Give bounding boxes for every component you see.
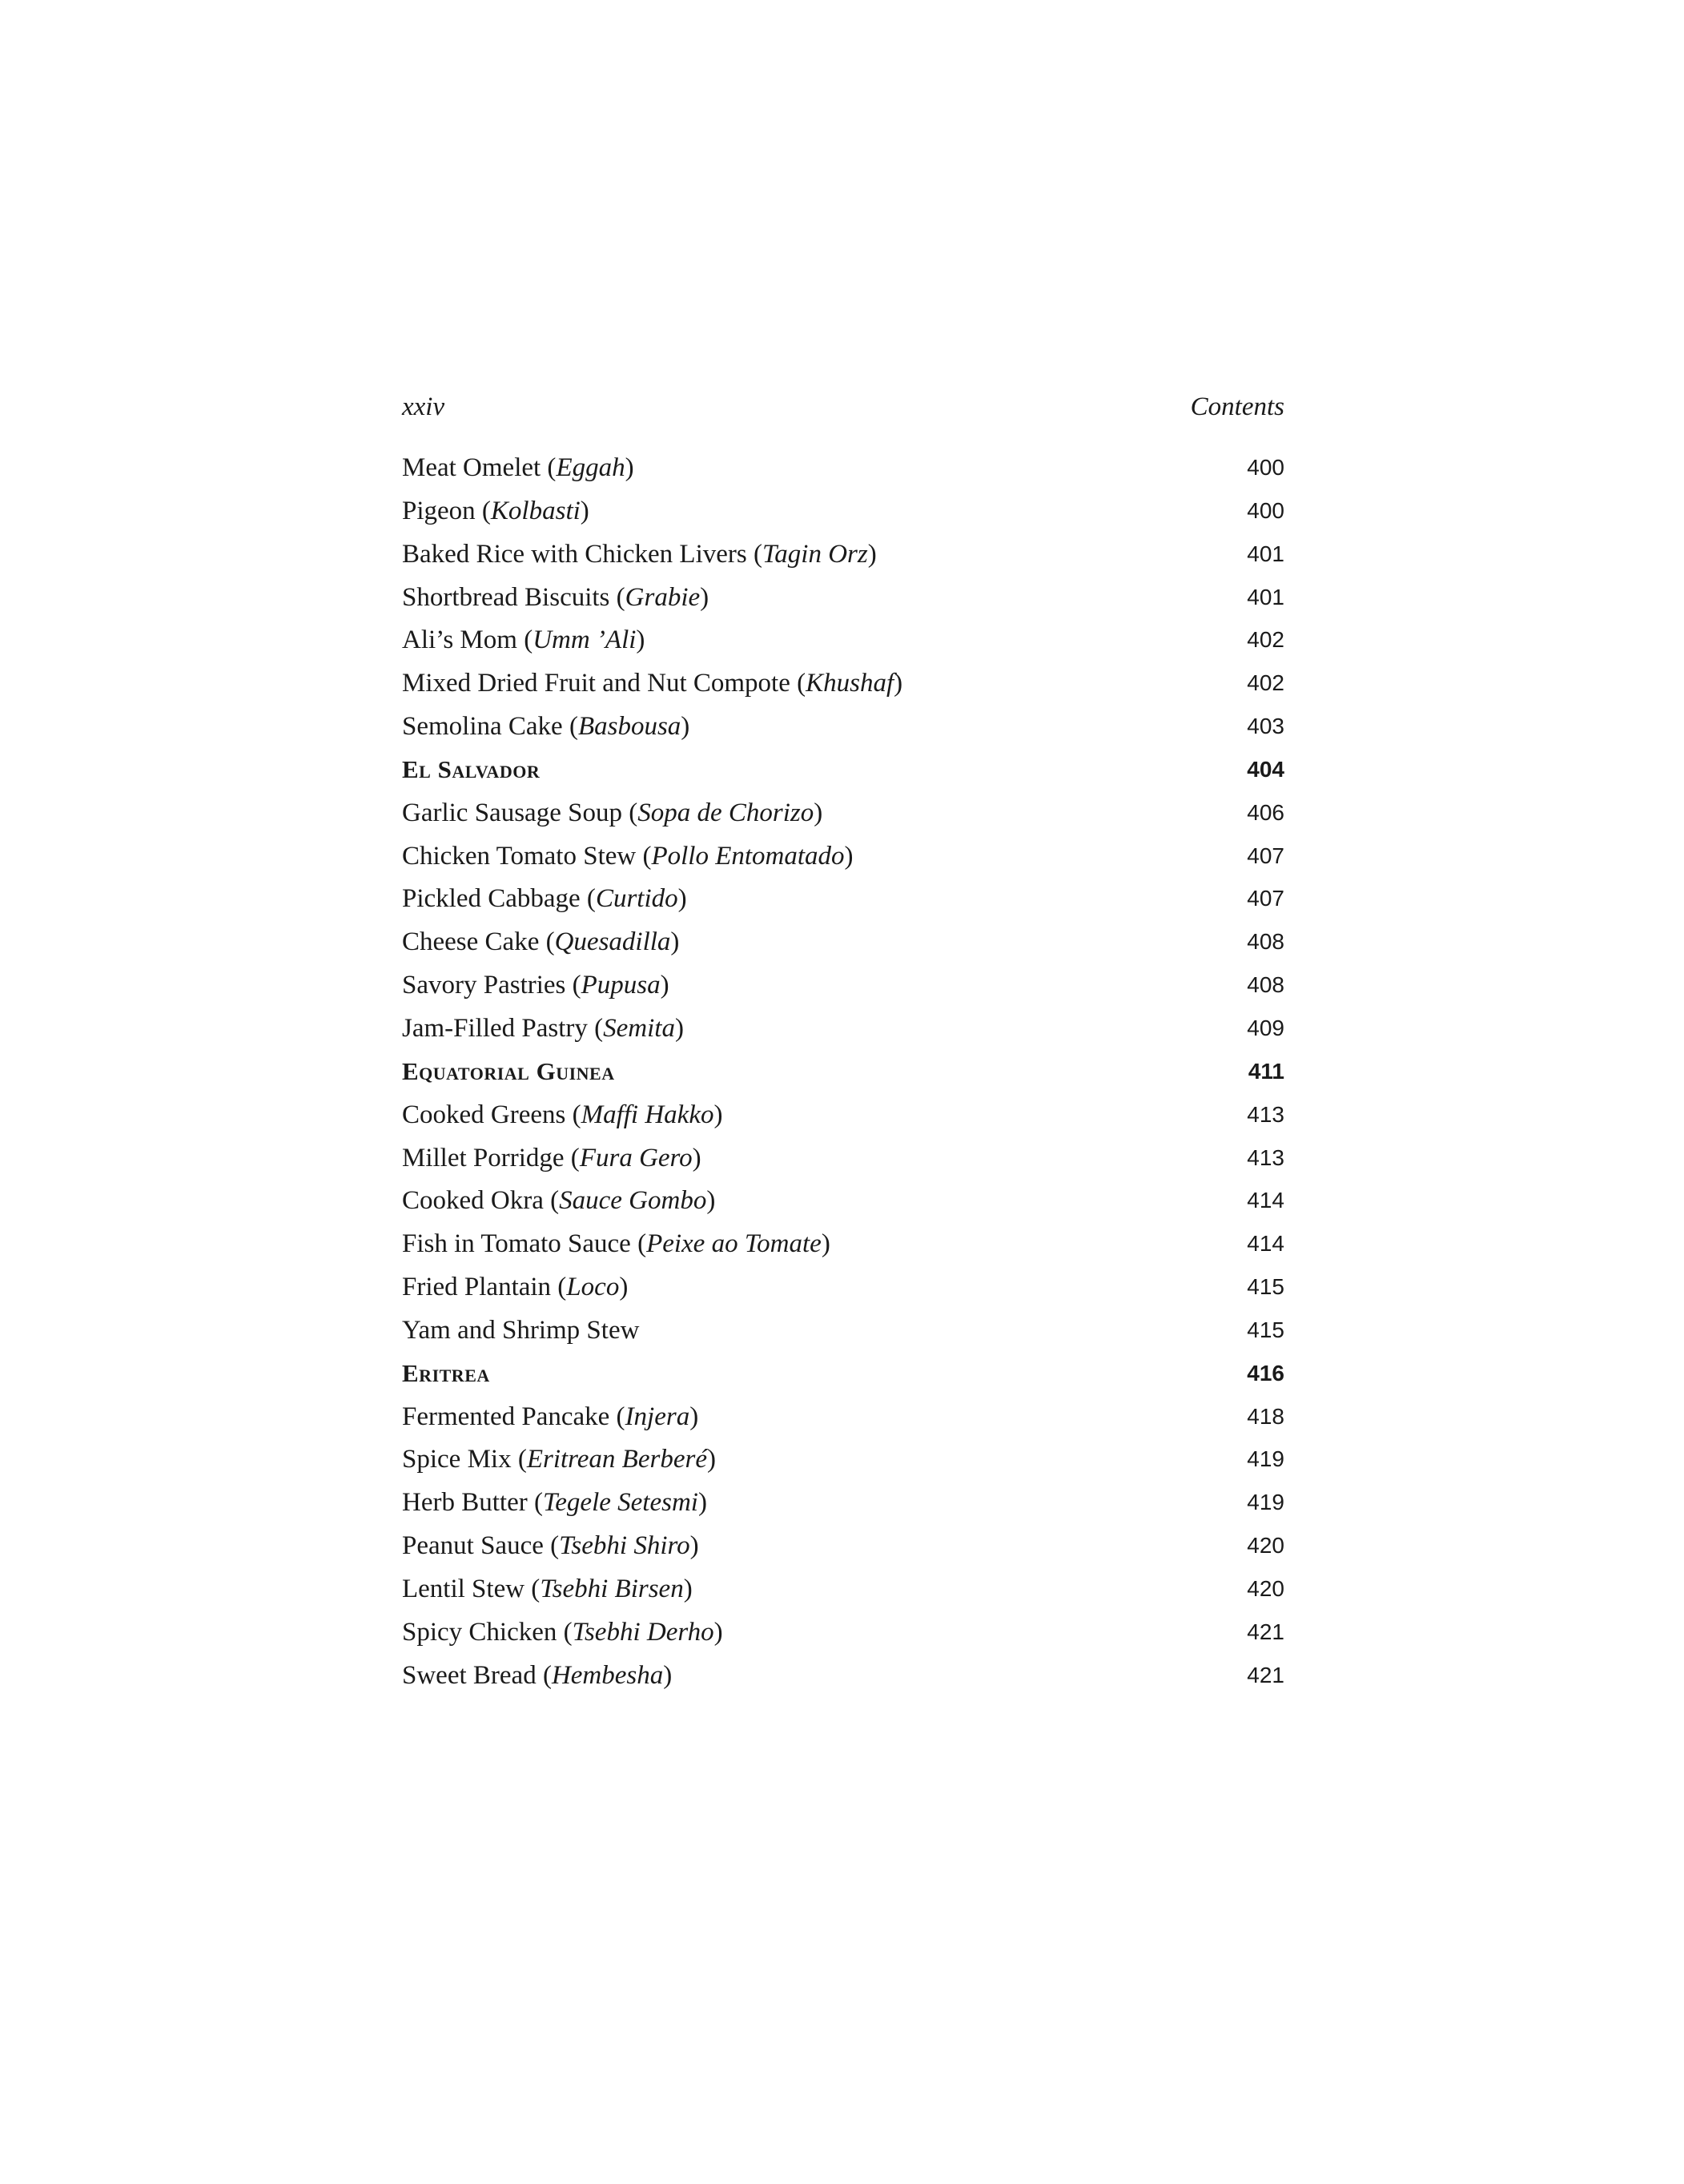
entry-close-paren: ) — [814, 798, 823, 827]
entry-english-title: Jam-Filled Pastry ( — [402, 1013, 604, 1043]
entry-english-title: Mixed Dried Fruit and Nut Compote ( — [402, 669, 806, 698]
toc-page-number: 416 — [1247, 1360, 1284, 1386]
toc-entry-title — [402, 1401, 698, 1433]
toc-entry-title — [402, 624, 645, 656]
entry-close-paren: ) — [706, 1186, 716, 1216]
toc-page-number: 403 — [1247, 714, 1284, 739]
toc-entry-title — [402, 754, 540, 786]
entry-native-title: Sopa de Chorizo — [637, 798, 814, 827]
toc-page-number: 419 — [1247, 1490, 1284, 1515]
entry-native-title: Pupusa — [581, 971, 661, 1000]
toc-entry — [402, 624, 1284, 667]
toc-entry-title — [402, 1228, 830, 1260]
toc-entry-title — [402, 1012, 684, 1044]
toc-page-number: 401 — [1247, 584, 1284, 609]
entry-close-paren: ) — [663, 1660, 673, 1690]
entry-english-title: Millet Porridge ( — [402, 1143, 580, 1172]
entry-english-title: Pigeon ( — [402, 496, 491, 525]
toc-page-number: 413 — [1247, 1101, 1284, 1127]
entry-close-paren: ) — [700, 582, 709, 612]
toc-page-number: 406 — [1247, 799, 1284, 825]
entry-native-title: Eritrean Berberé — [526, 1445, 707, 1474]
entry-native-title: Fura Gero — [579, 1143, 693, 1172]
entry-close-paren: ) — [636, 625, 645, 655]
toc-page-number: 418 — [1247, 1403, 1284, 1429]
entry-english-title: Cooked Greens ( — [402, 1100, 581, 1129]
entry-native-title: Tsebhi Birsen — [540, 1574, 684, 1603]
entry-native-title: Curtido — [595, 884, 678, 914]
entry-english-title: Semolina Cake ( — [402, 712, 578, 742]
entry-close-paren: ) — [580, 496, 589, 525]
entry-close-paren: ) — [706, 1445, 716, 1474]
entry-english-title: Peanut Sauce ( — [402, 1531, 560, 1561]
entry-native-title: Tsebhi Shiro — [559, 1531, 690, 1561]
toc-entry — [402, 1314, 1284, 1357]
toc-entry-title — [402, 1573, 693, 1605]
entry-native-title: Basbousa — [577, 712, 681, 742]
entry-native-title: Khushaf — [806, 669, 894, 698]
entry-close-paren: ) — [689, 1531, 699, 1561]
entry-native-title: Tegele Setesmi — [542, 1488, 698, 1518]
toc-entry-title — [402, 1357, 490, 1390]
toc-page-number: 415 — [1247, 1274, 1284, 1300]
toc-entry — [402, 1185, 1284, 1228]
toc-entry — [402, 797, 1284, 840]
toc-entry — [402, 1401, 1284, 1444]
toc-page-number: 420 — [1247, 1575, 1284, 1601]
entry-native-title: Pollo Entomatado — [651, 841, 845, 871]
toc-entry — [402, 926, 1284, 969]
toc-entry-title — [402, 710, 689, 742]
entry-english-title: Spice Mix ( — [402, 1445, 527, 1474]
entry-english-title: Chicken Tomato Stew ( — [402, 841, 652, 871]
toc-entry — [402, 1486, 1284, 1530]
toc-entry — [402, 1443, 1284, 1486]
toc-entry-title — [402, 797, 822, 829]
toc-entry-title — [402, 926, 679, 958]
toc-page-number: 413 — [1247, 1144, 1284, 1170]
entry-close-paren: ) — [670, 927, 680, 957]
toc-entry — [402, 883, 1284, 926]
toc-page-number: 407 — [1247, 886, 1284, 911]
toc-entry-title — [402, 883, 687, 915]
toc-entry-title — [402, 1659, 672, 1691]
toc-page-number: 411 — [1248, 1058, 1284, 1084]
entry-english-title: Ali’s Mom ( — [402, 625, 533, 655]
toc-page-number: 414 — [1247, 1188, 1284, 1213]
entry-native-title: Hembesha — [551, 1660, 664, 1690]
entry-close-paren: ) — [867, 539, 877, 569]
toc-entry-title — [402, 969, 669, 1001]
entry-close-paren: ) — [677, 884, 687, 914]
toc-page-number: 415 — [1247, 1317, 1284, 1342]
entry-english-title: Pickled Cabbage ( — [402, 884, 596, 914]
entry-english-title: Fried Plantain ( — [402, 1273, 567, 1302]
toc-entry — [402, 1530, 1284, 1573]
entry-close-paren: ) — [821, 1229, 830, 1259]
toc-country-heading — [402, 1056, 1284, 1099]
toc-entry-title — [402, 667, 902, 699]
toc-entry — [402, 1659, 1284, 1703]
toc-entry — [402, 581, 1284, 625]
toc-page-number: 419 — [1247, 1446, 1284, 1472]
toc-entry — [402, 1142, 1284, 1185]
entry-close-paren: ) — [674, 1013, 684, 1043]
entry-close-paren: ) — [844, 841, 854, 871]
toc-entry — [402, 1271, 1284, 1314]
entry-english-title: Lentil Stew ( — [402, 1574, 541, 1603]
entry-native-title: Injera — [625, 1402, 690, 1431]
entry-english-title: Spicy Chicken ( — [402, 1617, 573, 1647]
entry-native-title: Tsebhi Derho — [572, 1617, 714, 1647]
toc-entry — [402, 840, 1284, 883]
toc-entry — [402, 1573, 1284, 1616]
entry-native-title: Umm ’Ali — [533, 625, 637, 655]
entry-close-paren: ) — [660, 971, 669, 1000]
contents-page — [402, 392, 1284, 1702]
entry-native-title: Eggah — [556, 453, 625, 482]
toc-page-number: 414 — [1247, 1231, 1284, 1257]
toc-entry — [402, 667, 1284, 710]
entry-english-title: Yam and Shrimp Stew — [402, 1315, 640, 1345]
entry-english-title: Herb Butter ( — [402, 1488, 543, 1518]
toc-page-number: 408 — [1247, 972, 1284, 998]
entry-english-title: Garlic Sausage Soup ( — [402, 798, 638, 827]
entry-english-title: Savory Pastries ( — [402, 971, 581, 1000]
entry-close-paren: ) — [683, 1574, 693, 1603]
entry-english-title: Cheese Cake ( — [402, 927, 555, 957]
toc-country-heading — [402, 1357, 1284, 1401]
toc-page-number: 408 — [1247, 929, 1284, 955]
entry-native-title: Maffi Hakko — [581, 1100, 714, 1129]
entry-native-title: Sauce Gombo — [559, 1186, 707, 1216]
toc-entry-title — [402, 1443, 716, 1475]
entry-english-title: Shortbread Biscuits ( — [402, 582, 625, 612]
toc-entry — [402, 969, 1284, 1012]
toc-entry — [402, 710, 1284, 754]
toc-page-number: 421 — [1247, 1662, 1284, 1687]
entry-english-title: Meat Omelet ( — [402, 453, 557, 482]
entry-english-title: Fish in Tomato Sauce ( — [402, 1229, 647, 1259]
entry-english-title: Baked Rice with Chicken Livers ( — [402, 539, 762, 569]
entry-native-title: Quesadilla — [554, 927, 671, 957]
entry-close-paren: ) — [692, 1143, 701, 1172]
toc-entry-title — [402, 1314, 639, 1346]
toc-entry — [402, 1228, 1284, 1271]
toc-entry-title — [402, 1486, 707, 1518]
toc-page-number: 400 — [1247, 497, 1284, 523]
entry-close-paren: ) — [689, 1402, 699, 1431]
entry-close-paren: ) — [625, 453, 634, 482]
entry-english-title: Eritrea — [402, 1358, 490, 1387]
toc-entry-title — [402, 1271, 628, 1303]
entry-native-title: Loco — [566, 1273, 620, 1302]
toc-page-number: 402 — [1247, 670, 1284, 696]
toc-page-number: 401 — [1247, 541, 1284, 566]
entry-native-title: Peixe ao Tomate — [646, 1229, 822, 1259]
toc-page-number: 402 — [1247, 627, 1284, 653]
entry-close-paren: ) — [713, 1617, 723, 1647]
toc-entry — [402, 452, 1284, 495]
entry-native-title: Tagin Orz — [762, 539, 868, 569]
toc-page-number: 421 — [1247, 1619, 1284, 1644]
toc-entry — [402, 1099, 1284, 1142]
table-of-contents — [402, 452, 1284, 1702]
toc-entry-title — [402, 452, 634, 484]
page-folio: xxiv — [402, 392, 445, 421]
entry-close-paren: ) — [697, 1488, 707, 1518]
toc-entry-title — [402, 581, 709, 613]
toc-entry-title — [402, 495, 589, 527]
entry-native-title: Grabie — [625, 582, 701, 612]
toc-entry — [402, 538, 1284, 581]
toc-entry-title — [402, 1616, 723, 1648]
toc-page-number: 407 — [1247, 843, 1284, 868]
toc-page-number: 404 — [1247, 756, 1284, 782]
entry-close-paren: ) — [681, 712, 690, 742]
toc-entry-title — [402, 538, 877, 570]
toc-country-heading — [402, 754, 1284, 797]
entry-english-title: Sweet Bread ( — [402, 1660, 552, 1690]
toc-entry — [402, 1616, 1284, 1659]
entry-close-paren: ) — [894, 669, 903, 698]
entry-close-paren: ) — [619, 1273, 629, 1302]
toc-entry-title — [402, 1099, 722, 1131]
toc-entry-title — [402, 1530, 699, 1562]
toc-page-number: 420 — [1247, 1533, 1284, 1559]
running-head — [402, 392, 1284, 437]
entry-english-title: Equatorial Guinea — [402, 1056, 615, 1085]
toc-page-number: 409 — [1247, 1015, 1284, 1040]
section-title: Contents — [1190, 392, 1284, 421]
toc-page-number: 400 — [1247, 455, 1284, 480]
entry-native-title: Kolbasti — [490, 496, 581, 525]
toc-entry — [402, 1012, 1284, 1056]
entry-close-paren: ) — [713, 1100, 723, 1129]
entry-native-title: Semita — [603, 1013, 675, 1043]
toc-entry-title — [402, 840, 854, 872]
toc-entry-title — [402, 1142, 701, 1174]
entry-english-title: Fermented Pancake ( — [402, 1402, 625, 1431]
toc-entry-title — [402, 1185, 715, 1217]
toc-entry — [402, 495, 1284, 538]
entry-english-title: Cooked Okra ( — [402, 1186, 560, 1216]
entry-english-title: El Salvador — [402, 754, 541, 783]
toc-entry-title — [402, 1056, 615, 1088]
